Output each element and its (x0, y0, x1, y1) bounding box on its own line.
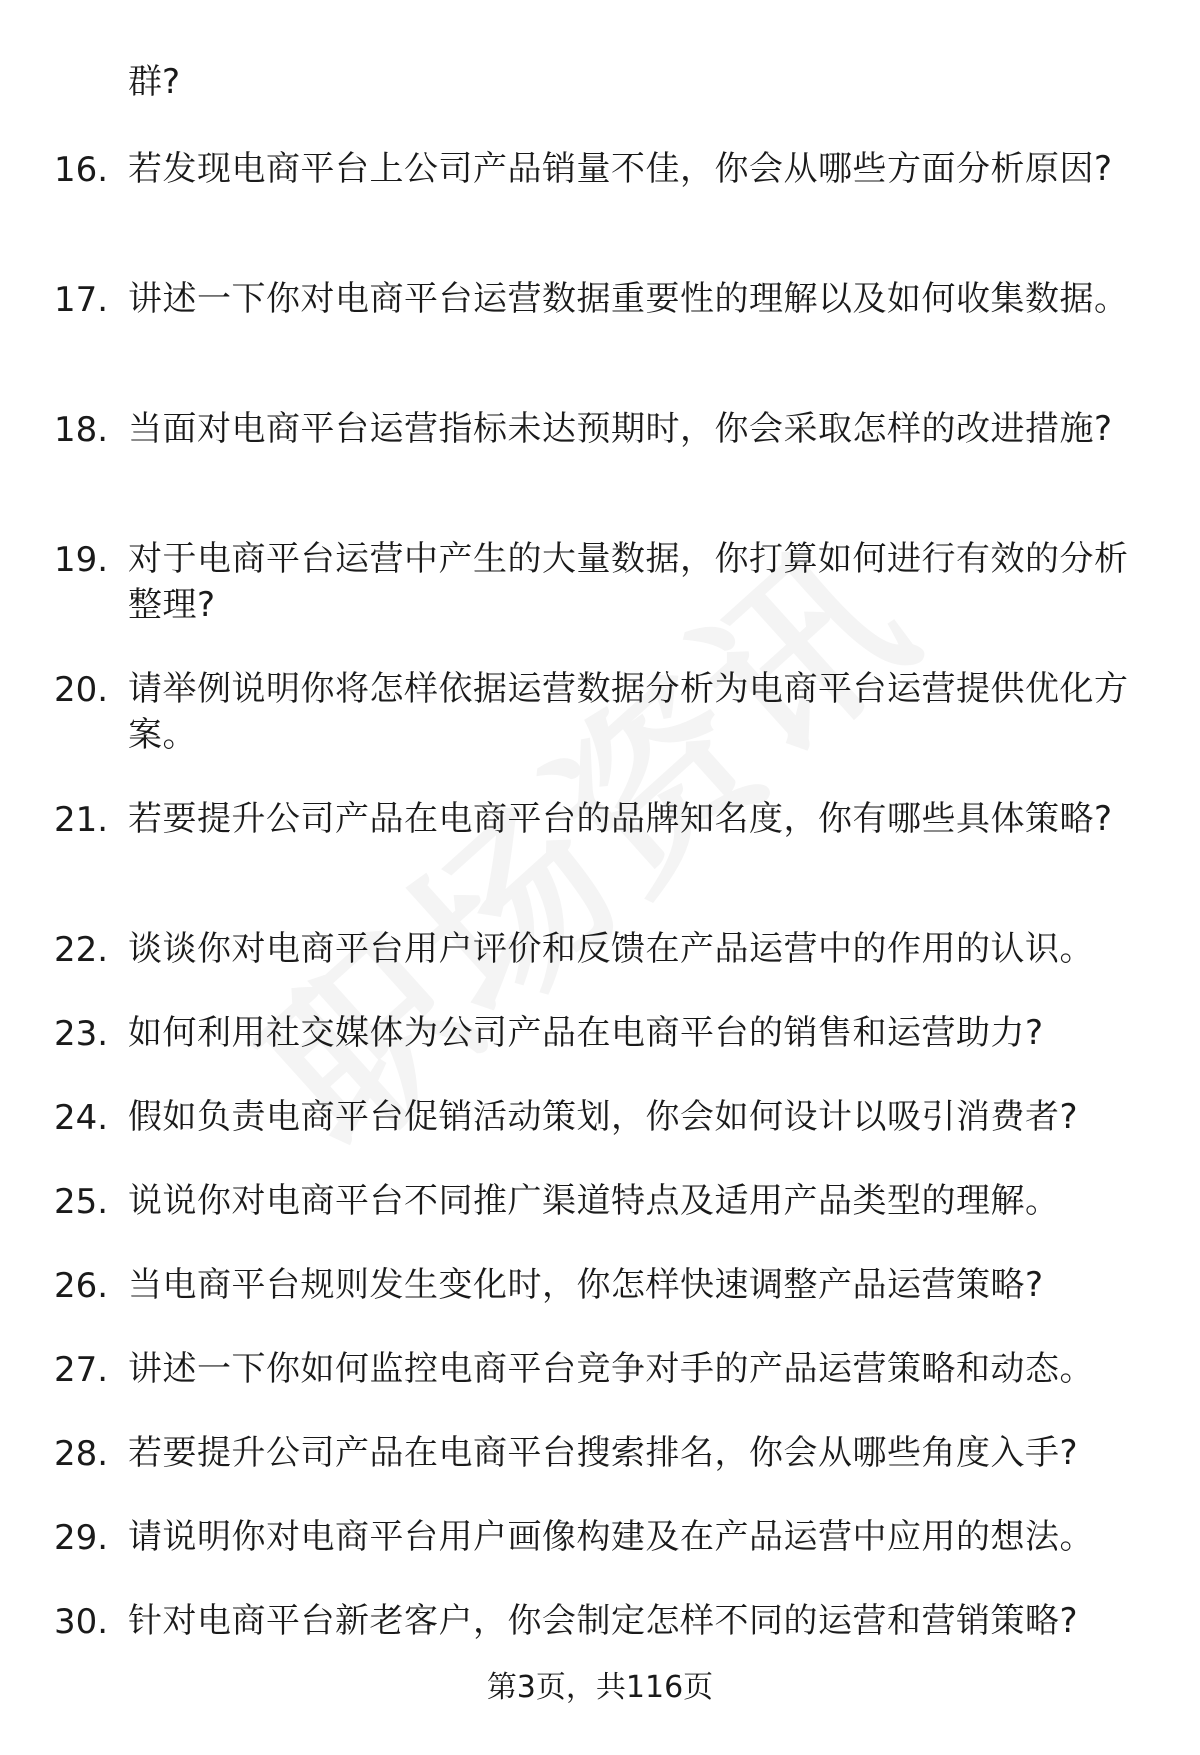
list-item (0, 984, 1200, 1068)
list-item (0, 120, 1200, 250)
question-text: 如何利用社交媒体为公司产品在电商平台的销售和运营助力? (128, 1013, 1044, 1053)
question-number: 21. (54, 800, 109, 840)
question-text: 若发现电商平台上公司产品销量不佳，你会从哪些方面分析原因? (128, 149, 1113, 189)
question-number: 28. (54, 1434, 109, 1474)
question-number: 25. (54, 1182, 109, 1222)
question-text: 说说你对电商平台不同推广渠道特点及适用产品类型的理解。 (128, 1181, 1060, 1221)
list-item (0, 1572, 1200, 1656)
question-text: 请举例说明你将怎样依据运营数据分析为电商平台运营提供优化方案。 (128, 669, 1129, 755)
question-number: 19. (54, 540, 109, 580)
question-text: 若要提升公司产品在电商平台搜索排名，你会从哪些角度入手? (128, 1433, 1079, 1473)
question-text: 谈谈你对电商平台用户评价和反馈在产品运营中的作用的认识。 (128, 929, 1094, 969)
question-text: 对于电商平台运营中产生的大量数据，你打算如何进行有效的分析整理? (128, 539, 1129, 625)
question-number: 20. (54, 670, 109, 710)
question-number: 16. (54, 150, 109, 190)
question-number: 22. (54, 930, 109, 970)
list-item (0, 510, 1200, 640)
list-item (0, 1404, 1200, 1488)
question-text: 当电商平台规则发生变化时，你怎样快速调整产品运营策略? (128, 1265, 1044, 1305)
question-text: 当面对电商平台运营指标未达预期时，你会采取怎样的改进措施? (128, 409, 1113, 449)
continuation-text: 群? (128, 62, 181, 102)
question-text: 讲述一下你对电商平台运营数据重要性的理解以及如何收集数据。 (128, 279, 1129, 319)
list-item (0, 1320, 1200, 1404)
list-item (0, 250, 1200, 380)
question-number: 17. (54, 280, 109, 320)
question-number: 24. (54, 1098, 109, 1138)
list-item (0, 770, 1200, 900)
list-item (0, 1488, 1200, 1572)
question-text: 针对电商平台新老客户，你会制定怎样不同的运营和营销策略? (128, 1601, 1079, 1641)
question-number: 26. (54, 1266, 109, 1306)
question-number: 18. (54, 410, 109, 450)
list-item (0, 1236, 1200, 1320)
list-item (0, 380, 1200, 510)
question-number: 27. (54, 1350, 109, 1390)
question-text: 假如负责电商平台促销活动策划，你会如何设计以吸引消费者? (128, 1097, 1079, 1137)
question-list (0, 120, 1200, 1656)
list-item (0, 1068, 1200, 1152)
list-item (0, 1152, 1200, 1236)
question-number: 30. (54, 1602, 109, 1642)
list-item (0, 640, 1200, 770)
question-text: 请说明你对电商平台用户画像构建及在产品运营中应用的想法。 (128, 1517, 1094, 1557)
question-number: 29. (54, 1518, 109, 1558)
page-number-footer: 第3页，共116页 (486, 1670, 714, 1705)
question-number: 23. (54, 1014, 109, 1054)
question-text: 讲述一下你如何监控电商平台竞争对手的产品运营策略和动态。 (128, 1349, 1094, 1389)
list-item (0, 900, 1200, 984)
question-text: 若要提升公司产品在电商平台的品牌知名度，你有哪些具体策略? (128, 799, 1113, 839)
